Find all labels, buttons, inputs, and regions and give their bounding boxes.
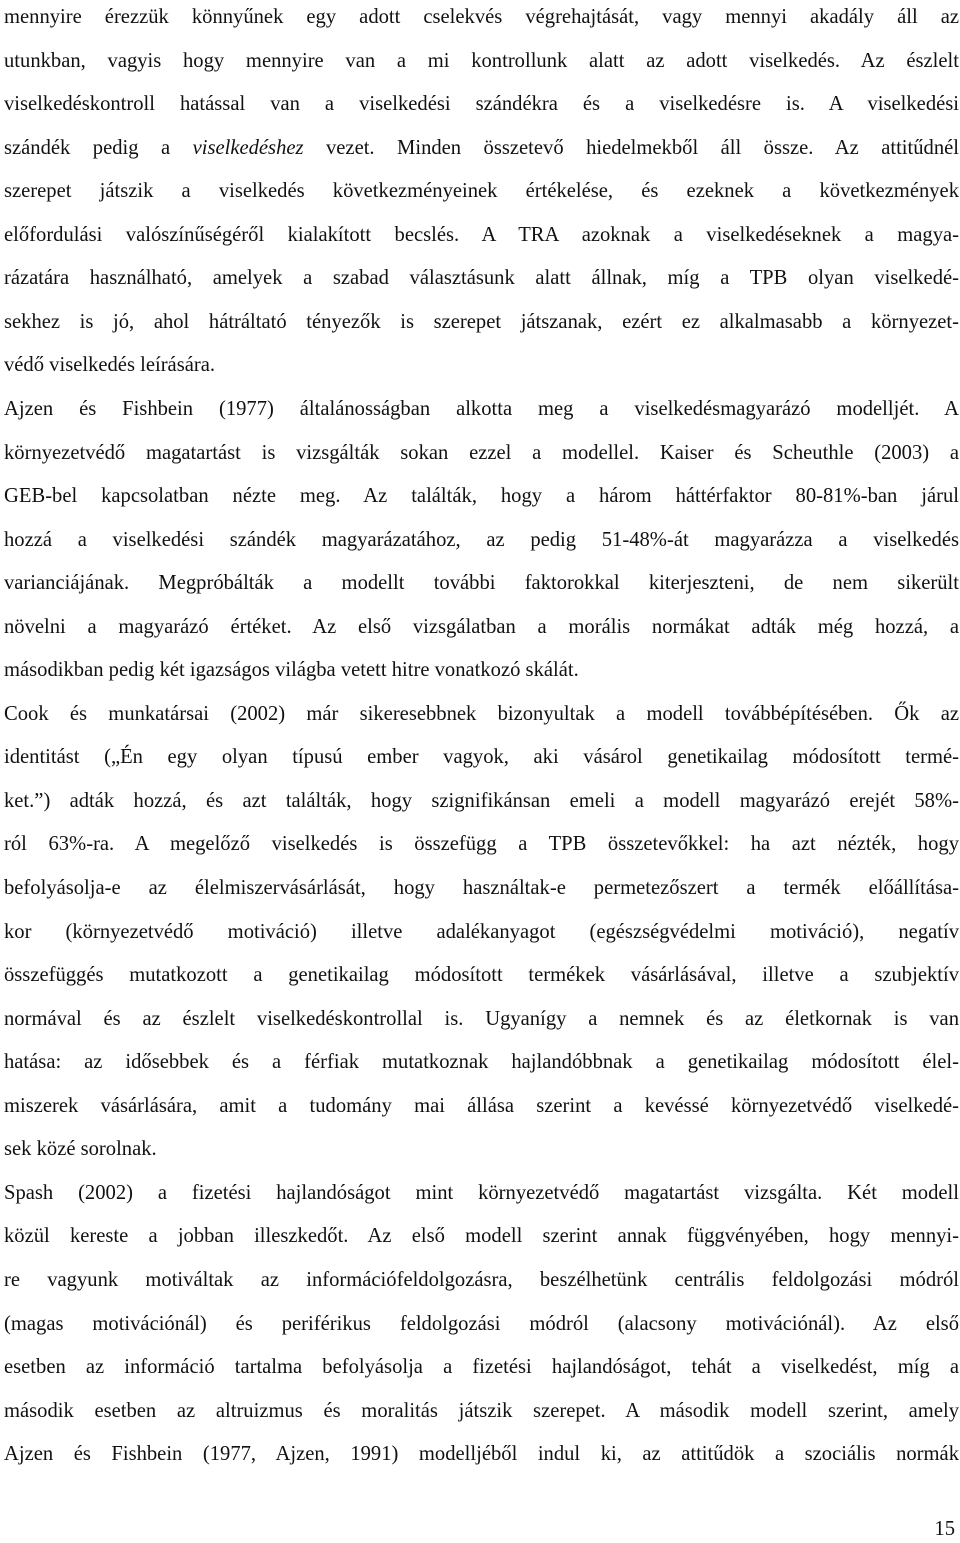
text-line: esetben az információ tartalma befolyásolja a fizetési hajlandóságot, tehát a viselkedést, míg a	[4, 1356, 959, 1378]
text-line: miszerek vásárlására, amit a tudomány mai állása szerint a kevéssé környezetvédő viselkedé-	[4, 1094, 959, 1117]
text-line: közül kereste a jobban illeszkedőt. Az első modell szerint annak függvényében, hogy mennyi-	[4, 1225, 959, 1248]
text-line: identitást („Én egy olyan típusú ember vagyok, aki vásárol genetikailag módosított termé-	[4, 746, 959, 769]
text-line: normával és az észlelt viselkedéskontrollal is. Ugyanígy a nemnek és az életkornak is van	[4, 1007, 959, 1030]
text-line: szerepet játszik a viselkedés következményeinek értékelése, és ezeknek a következmények	[4, 180, 959, 203]
text-line: GEB-bel kapcsolatban nézte meg. Az találták, hogy a három háttérfaktor 80-81%-ban járul	[4, 485, 959, 507]
page-number: 15	[934, 1518, 955, 1540]
text-line: utunkban, vagyis hogy mennyire van a mi kontrollunk alatt az adott viselkedés. Az észlelt	[4, 49, 959, 72]
text-segment: szándék pedig a	[4, 136, 193, 159]
text-line: mennyire érezzük könnyűnek egy adott cselekvés végrehajtását, vagy mennyi akadály áll az	[4, 6, 959, 28]
text-line: összefüggés mutatkozott a genetikailag módosított termékek vásárlásával, illetve a szubjektív	[4, 964, 959, 987]
text-line: Cook és munkatársai (2002) már sikeresebbnek bizonyultak a modell továbbépítésében. Ők az	[4, 702, 959, 725]
text-line: ról 63%-ra. A megelőző viselkedés is összefügg a TPB összetevőkkel: ha azt nézték, hogy	[4, 833, 959, 856]
text-line: sekhez is jó, ahol hátráltató tényezők is szerepet játszanak, ezért ez alkalmasabb a környezet-	[4, 310, 959, 333]
text-line: sek közé sorolnak.	[4, 1138, 157, 1161]
text-line: növelni a magyarázó értéket. Az első vizsgálatban a morális normákat adták még hozzá, a	[4, 615, 959, 638]
text-line: Spash (2002) a fizetési hajlandóságot mint környezetvédő magatartást vizsgálta. Két modell	[4, 1181, 959, 1204]
text-line: befolyásolja-e az élelmiszervásárlását, hogy használtak-e permetezőszert a termék előállítása-	[4, 877, 959, 899]
text-line: második esetben az altruizmus és moralitás játszik szerepet. A második modell szerint, amely	[4, 1399, 959, 1422]
text-line: ket.”) adták hozzá, és azt találták, hogy szignifikánsan emeli a modell magyarázó erejét 58%-	[4, 789, 959, 812]
italic-term: viselkedéshez	[192, 136, 304, 159]
text-line: re vagyunk motiváltak az információfeldolgozásra, beszélhetünk centrális feldolgozási módról	[4, 1268, 959, 1291]
text-line: hatása: az idősebbek és a férfiak mutatkoznak hajlandóbbnak a genetikailag módosított élel-	[4, 1051, 959, 1074]
text-line: kor (környezetvédő motiváció) illetve adalékanyagot (egészségvédelmi motiváció), negatív	[4, 920, 959, 943]
text-line: rázatára használható, amelyek a szabad választásunk alatt állnak, míg a TPB olyan viselkedé-	[4, 267, 959, 290]
text-segment: vezet. Minden összetevő hiedelmekből áll össze. Az attitűdnél	[303, 136, 959, 159]
text-line	[4, 133, 959, 163]
text-line: viselkedéskontroll hatással van a viselkedési szándékra és a viselkedésre is. A viselkedési	[4, 93, 959, 116]
text-line: előfordulási valószínűségéről kialakított becslés. A TRA azoknak a viselkedéseknek a magya-	[4, 223, 959, 246]
text-line: másodikban pedig két igazságos világba vetett hitre vonatkozó skálát.	[4, 659, 579, 682]
text-line: Ajzen és Fishbein (1977, Ajzen, 1991) modelljéből indul ki, az attitűdök a szociális normák	[4, 1443, 959, 1466]
text-line: hozzá a viselkedési szándék magyarázatához, az pedig 51-48%-át magyarázza a viselkedés	[4, 528, 959, 551]
text-line: (magas motivációnál) és periférikus feldolgozási módról (alacsony motivációnál). Az első	[4, 1312, 959, 1335]
text-line: védő viselkedés leírására.	[4, 354, 215, 377]
text-line: Ajzen és Fishbein (1977) általánosságban alkotta meg a viselkedésmagyarázó modelljét. A	[4, 397, 959, 420]
text-line: varianciájának. Megpróbálták a modellt további faktorokkal kiterjeszteni, de nem sikerült	[4, 572, 959, 595]
document-page	[4, 0, 959, 1543]
text-line: környezetvédő magatartást is vizsgálták sokan ezzel a modellel. Kaiser és Scheuthle (2003) a	[4, 441, 959, 464]
